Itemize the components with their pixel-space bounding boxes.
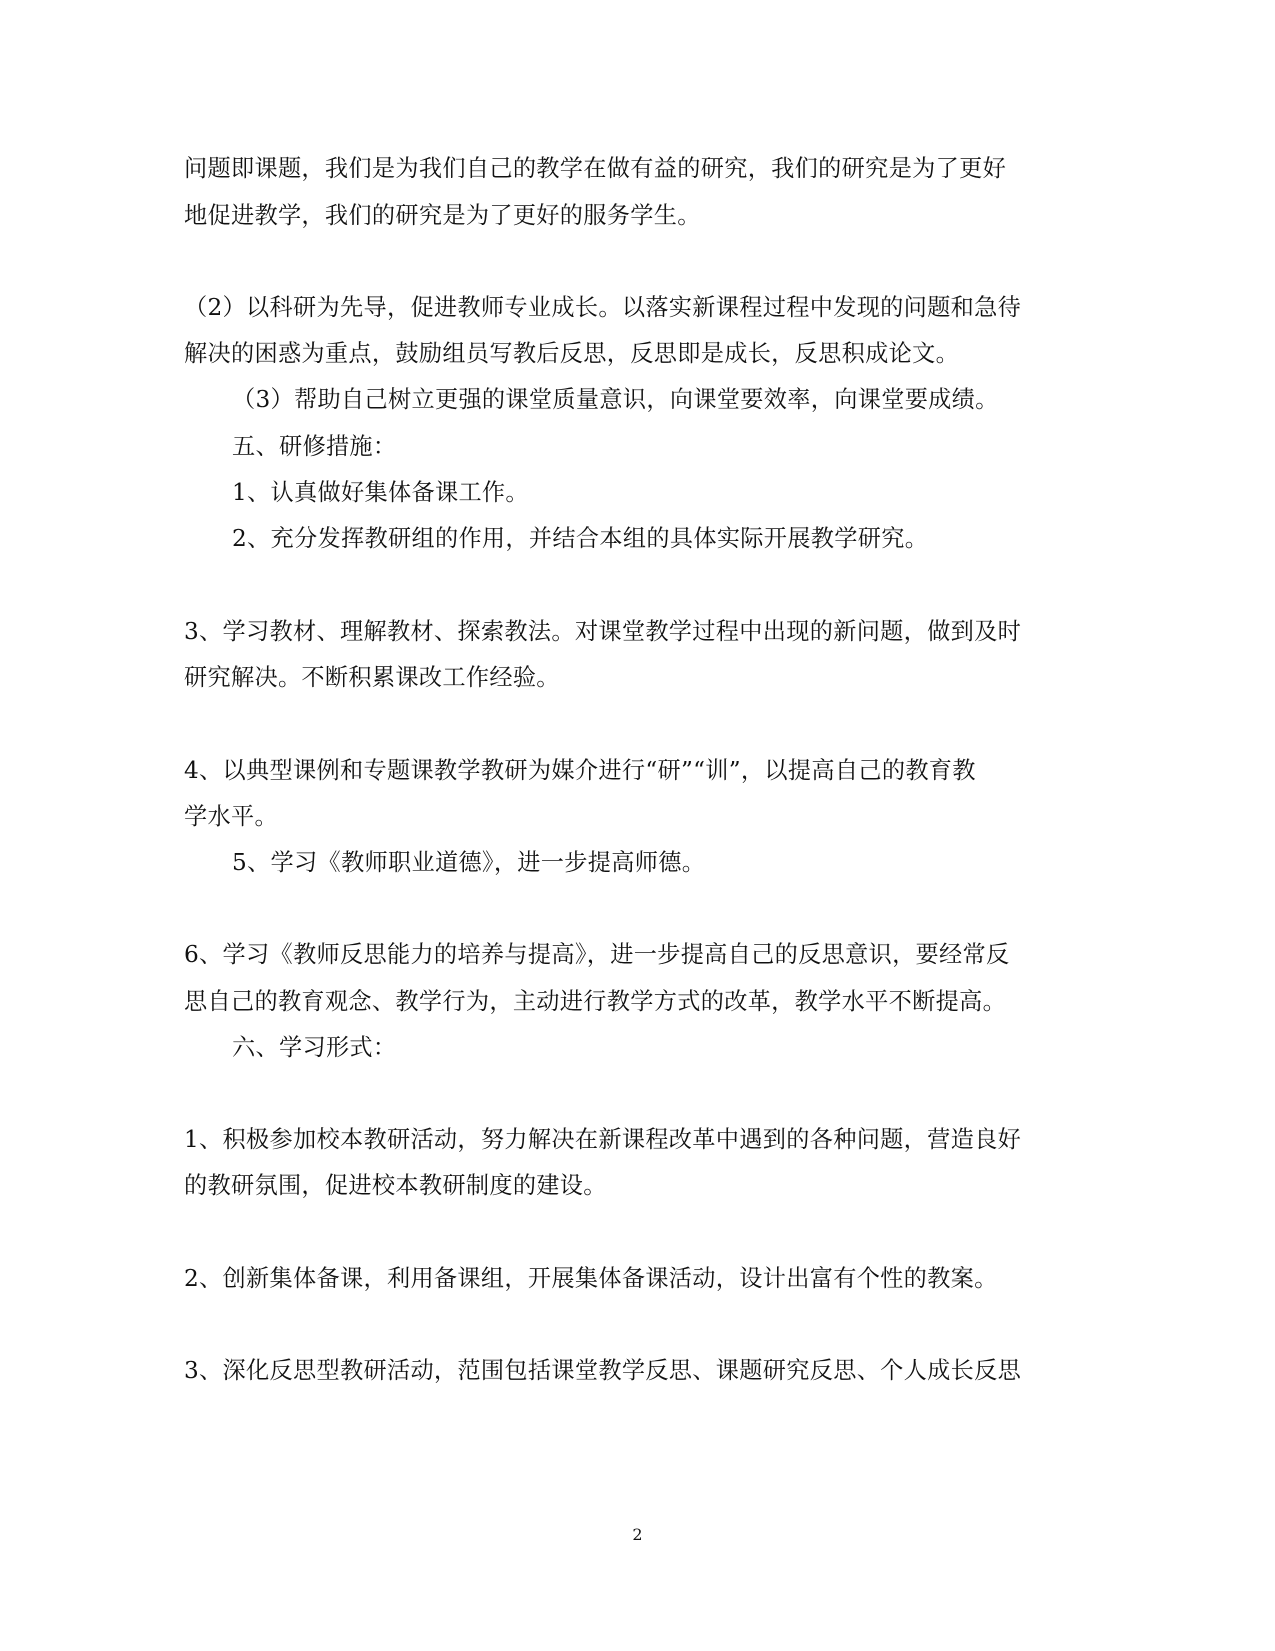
paragraph-line: 五、研修措施： — [232, 433, 397, 460]
paragraph-line: 解决的困惑为重点，鼓励组员写教后反思，反思即是成长，反思积成论文。 — [184, 340, 960, 367]
paragraph-line: 5、学习《教师职业道德》，进一步提高师德。 — [232, 849, 706, 876]
paragraph-line: 3、深化反思型教研活动，范围包括课堂教学反思、课题研究反思、个人成长反思 — [184, 1357, 1022, 1384]
paragraph-line: 4、以典型课例和专题课教学教研为媒介进行“研”“训”，以提高自己的教育教 — [184, 757, 976, 784]
paragraph-line: （3）帮助自己树立更强的课堂质量意识，向课堂要效率，向课堂要成绩。 — [232, 386, 999, 413]
paragraph-line: 2、充分发挥教研组的作用，并结合本组的具体实际开展教学研究。 — [232, 525, 929, 552]
paragraph-line: 地促进教学，我们的研究是为了更好的服务学生。 — [184, 202, 701, 229]
paragraph-line: 3、学习教材、理解教材、探索教法。对课堂教学过程中出现的新问题，做到及时 — [184, 618, 1022, 645]
paragraph-line: 1、认真做好集体备课工作。 — [232, 479, 529, 506]
paragraph-line: 2、创新集体备课，利用备课组，开展集体备课活动，设计出富有个性的教案。 — [184, 1265, 998, 1292]
paragraph-line: 6、学习《教师反思能力的培养与提高》，进一步提高自己的反思意识，要经常反 — [184, 941, 1010, 968]
paragraph-line: 六、学习形式： — [232, 1034, 397, 1061]
paragraph-line: 的教研氛围，促进校本教研制度的建设。 — [184, 1172, 607, 1199]
paragraph-line: 学水平。 — [184, 803, 278, 830]
paragraph-line: 1、积极参加校本教研活动，努力解决在新课程改革中遇到的各种问题，营造良好 — [184, 1126, 1022, 1153]
page-number: 2 — [632, 1525, 643, 1544]
paragraph-line: 思自己的教育观念、教学行为，主动进行教学方式的改革，教学水平不断提高。 — [184, 988, 1007, 1015]
paragraph-line: 问题即课题，我们是为我们自己的教学在做有益的研究，我们的研究是为了更好 — [184, 155, 1007, 182]
paragraph-line: （2）以科研为先导，促进教师专业成长。以落实新课程过程中发现的问题和急待 — [184, 294, 1022, 321]
paragraph-line: 研究解决。不断积累课改工作经验。 — [184, 664, 560, 691]
